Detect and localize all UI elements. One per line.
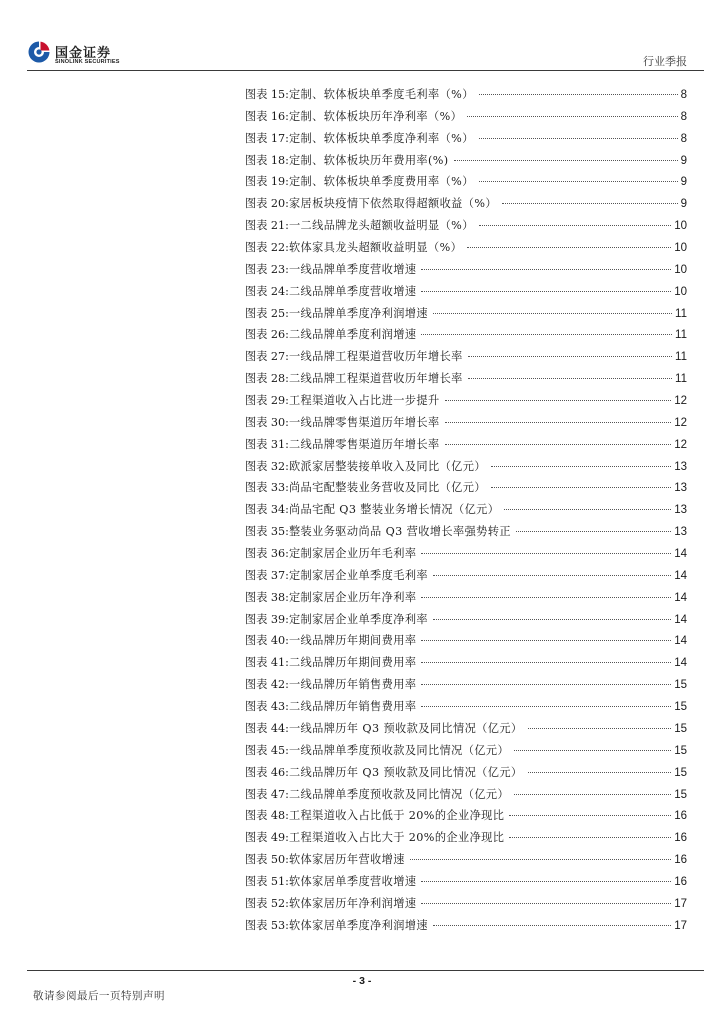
toc-dot-leader [433,313,672,314]
toc-entry[interactable] [245,917,687,939]
toc-entry[interactable] [245,851,687,873]
toc-dot-leader [410,859,671,860]
toc-entry-title: 整装业务驱动尚品 Q3 营收增长率强势转正 [288,525,511,539]
toc-entry[interactable] [245,807,687,829]
toc-entry-label: 图表 22: [245,241,289,255]
toc-entry[interactable] [245,261,687,283]
toc-dot-leader [479,181,678,182]
toc-entry-label: 图表 17: [245,131,289,145]
logo-english-name: SINOLINK SECURITIES [55,59,120,65]
toc-entry-label: 图表 41: [245,656,289,670]
toc-entry-page: 8 [680,89,687,101]
toc-dot-leader [528,772,672,773]
toc-entry-label: 图表 31: [245,437,289,451]
toc-entry[interactable] [245,611,687,633]
toc-dot-leader [421,553,671,554]
toc-entry-label: 图表 48: [245,809,289,823]
toc-entry-title: 工程渠道收入占比进一步提升 [288,394,440,408]
toc-entry-title: 定制、软体板块单季度毛利率（%） [288,88,474,101]
toc-entry[interactable] [245,764,687,786]
toc-entry-page: 15 [674,679,687,692]
toc-entry[interactable] [245,348,687,370]
toc-entry-title: 二线品牌单季度利润增速 [288,328,417,342]
toc-entry[interactable] [245,567,687,589]
disclaimer-text: 敬请参阅最后一页特别声明 [33,990,165,1002]
toc-entry-label: 图表 51: [245,874,289,888]
toc-entry-title: 家居板块疫情下依然取得超额收益（%） [288,197,497,211]
toc-entry-page: 16 [674,810,687,823]
toc-dot-leader [433,575,671,576]
toc-entry-title: 软体家具龙头超额收益明显（%） [288,241,463,255]
toc-dot-leader [468,378,672,379]
toc-dot-leader [421,334,672,335]
toc-entry[interactable] [245,676,687,698]
toc-entry-label: 图表 47: [245,787,289,801]
toc-entry-page: 13 [674,504,687,517]
toc-entry[interactable] [245,436,687,458]
toc-entry-label: 图表 21: [245,219,289,233]
toc-entry-page: 12 [674,416,687,429]
toc-entry-title: 一线品牌单季度净利润增速 [288,306,428,320]
toc-entry-title: 一线品牌单季度营收增速 [288,262,417,276]
toc-entry-title: 定制家居企业历年净利率 [288,590,417,604]
logo-chinese-name: 国金证券 [55,46,112,61]
toc-dot-leader [467,116,677,117]
toc-entry-page: 14 [674,635,687,648]
toc-dot-leader [421,903,671,904]
toc-dot-leader [514,794,671,795]
toc-entry[interactable] [245,86,687,108]
toc-entry-page: 15 [674,722,687,735]
toc-entry-label: 图表 46: [245,765,289,779]
toc-dot-leader [445,422,672,423]
toc-entry-label: 图表 52: [245,896,289,910]
toc-entry[interactable] [245,370,687,392]
toc-dot-leader [516,531,671,532]
toc-entry-label: 图表 29: [245,394,289,408]
toc-entry-title: 定制、软体板块历年费用率(%) [288,153,449,167]
toc-entry-page: 12 [674,438,687,451]
toc-entry[interactable] [245,523,687,545]
toc-dot-leader [421,881,671,882]
toc-entry-label: 图表 32: [245,459,289,473]
toc-entry-label: 图表 45: [245,743,289,757]
company-logo [27,40,139,68]
toc-entry[interactable] [245,632,687,654]
toc-dot-leader [504,509,671,510]
toc-dot-leader [421,269,671,270]
toc-entry-label: 图表 39: [245,612,289,626]
toc-entry[interactable] [245,654,687,676]
toc-entry-page: 14 [674,569,687,582]
toc-entry-label: 图表 16: [245,109,289,123]
toc-entry[interactable] [245,545,687,567]
toc-entry-title: 尚品宅配整装业务营收及同比（亿元） [288,481,486,495]
toc-entry-page: 16 [674,854,687,867]
toc-entry-title: 尚品宅配 Q3 整装业务增长情况（亿元） [288,503,500,517]
toc-entry-page: 10 [674,263,687,276]
toc-entry-page: 9 [680,198,687,211]
toc-entry[interactable] [245,217,687,239]
toc-entry-title: 定制、软体板块单季度净利率（%） [288,131,474,145]
toc-dot-leader [421,706,671,707]
toc-entry-label: 图表 20: [245,197,289,211]
toc-dot-leader [479,225,671,226]
toc-entry-page: 14 [674,548,687,561]
toc-dot-leader [491,466,671,467]
toc-entry[interactable] [245,108,687,130]
toc-dot-leader [509,815,671,816]
document-type: 行业季报 [643,55,687,68]
toc-entry[interactable] [245,173,687,195]
toc-dot-leader [445,444,672,445]
toc-entry-title: 工程渠道收入占比大于 20%的企业净现比 [288,831,505,845]
page-number: - 3 - [352,975,372,987]
toc-entry[interactable] [245,152,687,174]
toc-entry-title: 定制、软体板块单季度费用率（%） [288,175,474,189]
toc-entry-title: 一二线品牌龙头超额收益明显（%） [288,219,474,233]
toc-entry-page: 10 [674,242,687,255]
toc-entry-title: 二线品牌历年销售费用率 [288,700,417,714]
toc-entry-title: 二线品牌零售渠道历年增长率 [288,437,440,451]
toc-entry-label: 图表 23: [245,262,289,276]
toc-entry-page: 10 [674,220,687,233]
toc-entry-label: 图表 50: [245,853,289,867]
page-header [0,0,724,75]
toc-entry-page: 8 [680,132,687,145]
toc-entry-label: 图表 53: [245,918,289,932]
toc-entry-page: 15 [674,701,687,714]
toc-dot-leader [509,837,671,838]
toc-entry[interactable] [245,698,687,720]
toc-entry-page: 9 [680,176,687,189]
toc-entry-page: 8 [680,110,687,123]
toc-entry-page: 11 [675,329,687,342]
toc-dot-leader [421,640,671,641]
header-divider [27,70,704,71]
toc-dot-leader [467,247,671,248]
toc-entry-page: 17 [674,919,687,932]
toc-entry-page: 11 [675,373,687,386]
toc-entry-page: 17 [674,897,687,910]
toc-entry[interactable] [245,414,687,436]
toc-dot-leader [433,925,671,926]
toc-entry-page: 15 [674,744,687,757]
toc-entry-page: 15 [674,766,687,779]
toc-entry-label: 图表 38: [245,590,289,604]
toc-entry[interactable] [245,239,687,261]
toc-entry-label: 图表 49: [245,831,289,845]
toc-entry[interactable] [245,786,687,808]
toc-entry-title: 定制家居企业单季度毛利率 [288,568,428,582]
toc-entry-title: 二线品牌工程渠道营收历年增长率 [288,372,463,386]
toc-entry-title: 一线品牌单季度预收款及同比情况（亿元） [288,743,510,757]
toc-dot-leader [421,684,671,685]
toc-entry-page: 16 [674,875,687,888]
toc-entry-label: 图表 15: [245,88,289,101]
toc-entry-label: 图表 36: [245,547,289,561]
toc-dot-leader [468,356,672,357]
toc-entry-page: 15 [674,788,687,801]
toc-dot-leader [479,138,678,139]
toc-entry-title: 二线品牌单季度预收款及同比情况（亿元） [288,787,510,801]
toc-entry[interactable] [245,720,687,742]
toc-entry-title: 欧派家居整装接单收入及同比（亿元） [288,459,486,473]
toc-entry[interactable] [245,392,687,414]
toc-entry-title: 一线品牌历年期间费用率 [288,634,417,648]
toc-entry-title: 定制家居企业历年毛利率 [288,547,417,561]
toc-entry-label: 图表 25: [245,306,289,320]
toc-entry-title: 一线品牌历年销售费用率 [288,678,417,692]
toc-entry-label: 图表 24: [245,284,289,298]
toc-dot-leader [421,662,671,663]
toc-dot-leader [445,400,672,401]
toc-entry-label: 图表 33: [245,481,289,495]
toc-entry[interactable] [245,479,687,501]
toc-entry-label: 图表 30: [245,415,289,429]
toc-dot-leader [479,94,678,95]
toc-entry[interactable] [245,501,687,523]
toc-entry-page: 9 [680,154,687,167]
toc-entry-label: 图表 26: [245,328,289,342]
toc-entry[interactable] [245,458,687,480]
toc-entry-page: 10 [674,285,687,298]
toc-dot-leader [491,487,671,488]
toc-entry-title: 软体家居历年净利润增速 [288,896,417,910]
toc-entry-label: 图表 18: [245,153,289,167]
toc-dot-leader [502,203,678,204]
toc-entry-page: 13 [674,460,687,473]
toc-dot-leader [421,597,671,598]
toc-entry[interactable] [245,589,687,611]
toc-entry-title: 软体家居历年营收增速 [288,853,405,867]
toc-entry-label: 图表 19: [245,175,289,189]
toc-entry-title: 二线品牌历年 Q3 预收款及同比情况（亿元） [288,765,523,779]
toc-entry[interactable] [245,305,687,327]
toc-entry-label: 图表 44: [245,721,289,735]
toc-entry-label: 图表 37: [245,568,289,582]
toc-entry-label: 图表 35: [245,525,289,539]
toc-entry-label: 图表 42: [245,678,289,692]
toc-entry-label: 图表 40: [245,634,289,648]
toc-entry[interactable] [245,283,687,305]
toc-entry[interactable] [245,742,687,764]
toc-dot-leader [454,160,678,161]
toc-entry-title: 工程渠道收入占比低于 20%的企业净现比 [288,809,505,823]
toc-entry[interactable] [245,829,687,851]
toc-entry-title: 一线品牌历年 Q3 预收款及同比情况（亿元） [288,721,523,735]
toc-dot-leader [433,619,671,620]
toc-entry-page: 12 [674,395,687,408]
toc-entry-page: 14 [674,591,687,604]
toc-entry-label: 图表 27: [245,350,289,364]
figure-list [245,86,687,939]
toc-entry-title: 定制、软体板块历年净利率（%） [288,109,463,123]
toc-entry-page: 16 [674,832,687,845]
toc-dot-leader [421,291,671,292]
toc-entry[interactable] [245,873,687,895]
toc-entry-page: 14 [674,657,687,670]
toc-entry-title: 一线品牌零售渠道历年增长率 [288,415,440,429]
toc-entry-page: 11 [675,351,687,364]
toc-entry-title: 软体家居单季度营收增速 [288,874,417,888]
toc-entry[interactable] [245,895,687,917]
toc-entry[interactable] [245,130,687,152]
toc-entry-label: 图表 43: [245,700,289,714]
toc-entry-page: 14 [674,613,687,626]
toc-entry-label: 图表 28: [245,372,289,386]
toc-entry-page: 13 [674,482,687,495]
toc-entry-title: 二线品牌单季度营收增速 [288,284,417,298]
toc-dot-leader [528,728,672,729]
sinolink-logo-icon [27,40,51,64]
toc-entry-label: 图表 34: [245,503,289,517]
toc-entry-title: 定制家居企业单季度净利率 [288,612,428,626]
toc-entry-title: 二线品牌历年期间费用率 [288,656,417,670]
toc-dot-leader [514,750,671,751]
toc-entry-page: 13 [674,526,687,539]
toc-entry-page: 11 [675,307,687,320]
toc-entry-title: 一线品牌工程渠道营收历年增长率 [288,350,463,364]
toc-entry[interactable] [245,326,687,348]
toc-entry[interactable] [245,195,687,217]
toc-entry-title: 软体家居单季度净利润增速 [288,918,428,932]
footer-divider [27,970,704,971]
